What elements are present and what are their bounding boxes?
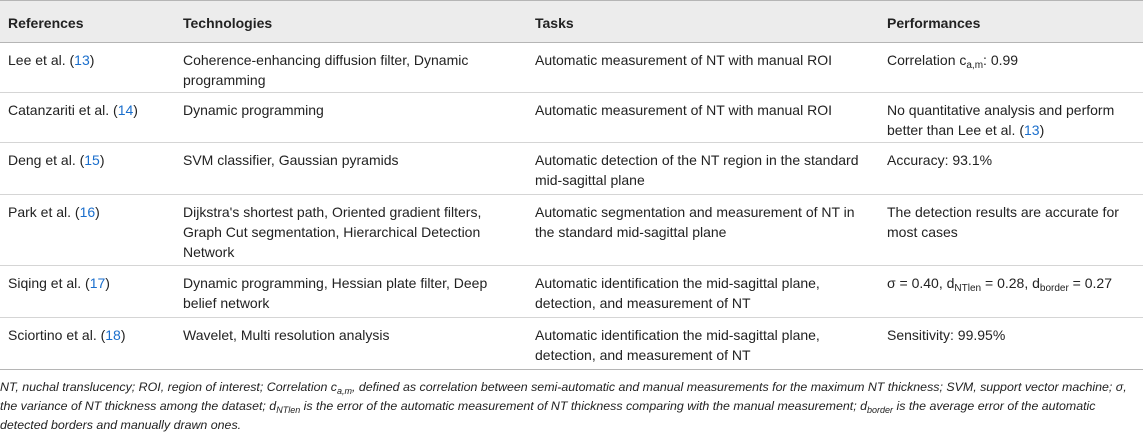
performance-cell	[879, 266, 1143, 318]
reference-close: )	[120, 327, 126, 343]
performance-text: No quantitative analysis and perform better than Lee et al. (	[887, 102, 1115, 138]
reference-cell	[0, 43, 175, 93]
performance-cell	[879, 93, 1143, 143]
performance-text: = 0.28, d	[981, 275, 1040, 291]
footnote-subscript: a,m	[337, 386, 353, 397]
reference-cell	[0, 93, 175, 143]
performance-text: : 0.99	[983, 52, 1019, 68]
performance-text: )	[1039, 122, 1045, 138]
reference-close: )	[133, 102, 138, 118]
footnote-text: NT, nuchal translucency; ROI, region of interest; Correlation c	[0, 380, 337, 395]
header-tasks: Tasks	[527, 1, 879, 43]
reference-name: Lee et al. (	[8, 52, 75, 68]
table-header-row	[0, 1, 1143, 43]
reference-cell	[0, 318, 175, 370]
technologies-cell: Dynamic programming	[175, 93, 527, 143]
reference-name: Catanzariti et al. (	[8, 102, 118, 118]
footnote-text: is the average error of the automatic detected borders and manually drawn ones.	[0, 399, 1096, 433]
footnote-text: , defined as correlation between semi-automatic and manual measurements for the maximum NT thickness; SVM, support vector machine; σ, the variance of NT thickness among the dataset; d	[0, 380, 1127, 414]
citation-link[interactable]: 16	[79, 204, 96, 220]
table-row	[0, 266, 1143, 318]
performance-subscript: a,m	[966, 60, 984, 71]
technologies-cell: Coherence-enhancing diffusion filter, Dynamic programming	[175, 43, 527, 93]
table-row	[0, 318, 1143, 370]
reference-name: Park et al. (	[8, 204, 80, 220]
header-technologies: Technologies	[175, 1, 527, 43]
reference-name: Siqing et al. (	[8, 275, 90, 291]
citation-link[interactable]: 18	[105, 327, 121, 343]
tasks-cell: Automatic measurement of NT with manual ROI	[527, 93, 879, 143]
technologies-cell: SVM classifier, Gaussian pyramids	[175, 143, 527, 195]
tasks-cell: Automatic identification the mid-sagittal plane, detection, and measurement of NT	[527, 318, 879, 370]
technologies-cell: Dynamic programming, Hessian plate filter, Deep belief network	[175, 266, 527, 318]
performance-text: = 0.27	[1068, 275, 1112, 291]
performance-cell: Accuracy: 93.1%	[879, 143, 1143, 195]
citation-link[interactable]: 14	[117, 102, 134, 118]
footnote-subscript: border	[867, 405, 894, 416]
table-row	[0, 93, 1143, 143]
tasks-cell: Automatic identification the mid-sagittal plane, detection, and measurement of NT	[527, 266, 879, 318]
reference-cell	[0, 195, 175, 266]
reference-close: )	[99, 152, 105, 168]
tasks-cell: Automatic segmentation and measurement of NT in the standard mid-sagittal plane	[527, 195, 879, 266]
reference-close: )	[89, 52, 95, 68]
table-row	[0, 195, 1143, 266]
performance-text: Correlation c	[887, 52, 967, 68]
citation-link[interactable]: 13	[1023, 122, 1040, 138]
citation-link[interactable]: 17	[89, 275, 106, 291]
table-row	[0, 43, 1143, 93]
performance-cell: The detection results are accurate for most cases	[879, 195, 1143, 266]
tasks-cell: Automatic measurement of NT with manual ROI	[527, 43, 879, 93]
performance-subscript: border	[1039, 283, 1069, 294]
reference-name: Sciortino et al. (	[8, 327, 106, 343]
reference-cell	[0, 143, 175, 195]
table-row	[0, 143, 1143, 195]
reference-close: )	[95, 204, 100, 220]
performance-cell	[879, 43, 1143, 93]
citation-link[interactable]: 15	[84, 152, 100, 168]
reference-name: Deng et al. (	[8, 152, 85, 168]
reference-close: )	[105, 275, 110, 291]
performance-cell: Sensitivity: 99.95%	[879, 318, 1143, 370]
footnote-subscript: NTlen	[276, 405, 301, 416]
performance-text: σ = 0.40, d	[887, 275, 955, 291]
header-performances: Performances	[879, 1, 1143, 43]
technologies-cell: Wavelet, Multi resolution analysis	[175, 318, 527, 370]
technologies-cell: Dijkstra's shortest path, Oriented gradient filters, Graph Cut segmentation, Hierarchical Detection Network	[175, 195, 527, 266]
citation-link[interactable]: 13	[74, 52, 90, 68]
reference-cell	[0, 266, 175, 318]
performance-subscript: NTlen	[954, 283, 982, 294]
footnote-text: is the error of the automatic measurement of NT thickness comparing with the manual measurement; d	[300, 399, 867, 414]
table-footnote	[0, 378, 1130, 435]
tasks-cell: Automatic detection of the NT region in the standard mid-sagittal plane	[527, 143, 879, 195]
header-references: References	[0, 1, 175, 43]
